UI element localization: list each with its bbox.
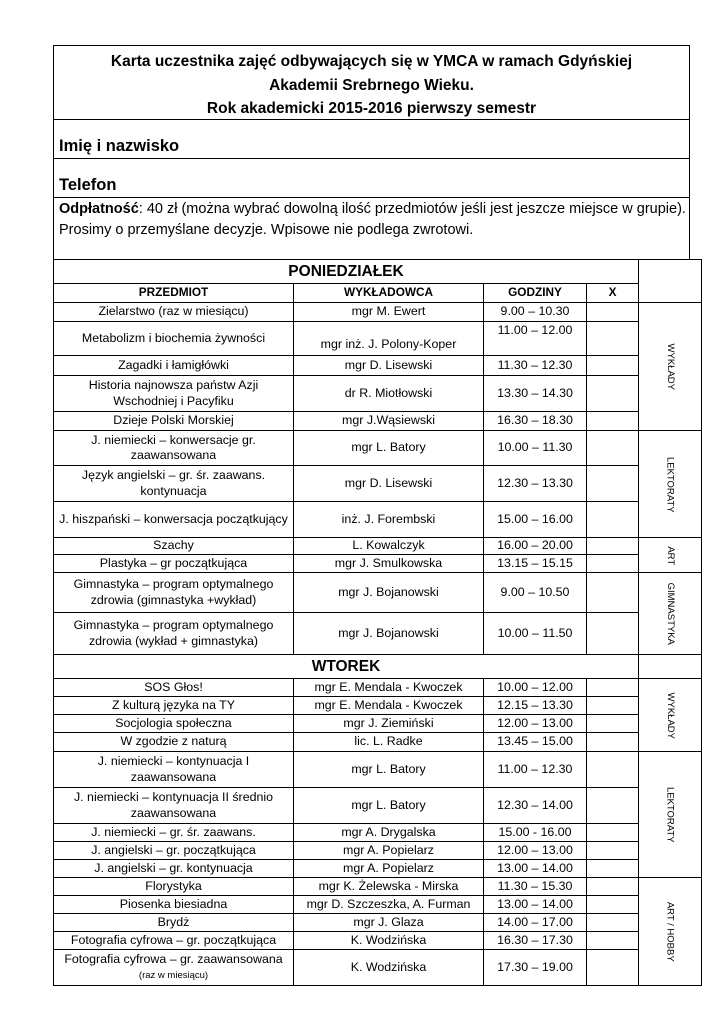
lecturer-cell: mgr E. Mendala - Kwoczek	[294, 679, 484, 697]
hours-cell: 11.30 – 12.30	[484, 356, 587, 376]
subject-cell: W zgodzie z naturą	[54, 733, 294, 752]
subject-cell: J. niemiecki – kontynuacja I zaawansowana	[54, 752, 294, 788]
select-checkbox[interactable]	[587, 538, 639, 555]
table-row	[54, 376, 702, 412]
hours-cell: 14.00 – 17.00	[484, 914, 587, 932]
select-checkbox[interactable]	[587, 613, 639, 655]
day-title-monday: PONIEDZIAŁEK	[54, 260, 639, 284]
table-row	[54, 824, 702, 842]
subject-cell: Język angielski – gr. śr. zaawans. kontynuacja	[54, 466, 294, 502]
subject-cell: Historia najnowsza państw Azji Wschodniej i Pacyfiku	[54, 376, 294, 412]
table-row	[54, 733, 702, 752]
table-row	[54, 322, 702, 356]
subject-cell: Gimnastyka – program optymalnego zdrowia (gimnastyka +wykład)	[54, 573, 294, 613]
subject-cell: SOS Głos!	[54, 679, 294, 697]
table-row	[54, 502, 702, 538]
side-blank	[639, 260, 702, 303]
select-checkbox[interactable]	[587, 733, 639, 752]
table-row	[54, 842, 702, 860]
lecturer-cell: mgr K. Żelewska - Mirska	[294, 878, 484, 896]
lecturer-cell: mgr J.Wąsiewski	[294, 412, 484, 431]
lecturer-cell: mgr D. Szczeszka, A. Furman	[294, 896, 484, 914]
subject-cell	[54, 950, 294, 986]
day-row-monday	[54, 260, 702, 284]
select-checkbox[interactable]	[587, 860, 639, 878]
category-lektoraty	[639, 752, 702, 878]
category-art-hobby	[639, 878, 702, 986]
title-line-2: Akademii Srebrnego Wieku.	[269, 76, 474, 94]
column-header-row	[54, 284, 702, 303]
hours-cell: 9.00 – 10.30	[484, 303, 587, 322]
subject-cell: J. niemiecki – konwersacje gr. zaawansowana	[54, 431, 294, 466]
subject-cell: Z kulturą języka na TY	[54, 697, 294, 715]
category-wyklady	[639, 679, 702, 752]
lecturer-cell: L. Kowalczyk	[294, 538, 484, 555]
hours-cell: 10.00 – 12.00	[484, 679, 587, 697]
schedule-table	[53, 259, 702, 986]
category-lektoraty	[639, 431, 702, 538]
lecturer-cell: mgr L. Batory	[294, 431, 484, 466]
col-lecturer: WYKŁADOWCA	[294, 284, 484, 303]
table-row	[54, 715, 702, 733]
hours-cell: 13.15 – 15.15	[484, 555, 587, 573]
subject-cell: J. niemiecki – kontynuacja II średnio zaawansowana	[54, 788, 294, 824]
lecturer-cell: mgr J. Bojanowski	[294, 613, 484, 655]
payment-info	[53, 197, 690, 260]
category-label: WYKŁADY	[664, 343, 676, 391]
subject-cell: Socjologia społeczna	[54, 715, 294, 733]
select-checkbox[interactable]	[587, 322, 639, 356]
hours-cell: 16.30 – 18.30	[484, 412, 587, 431]
lecturer-cell: mgr A. Popielarz	[294, 842, 484, 860]
select-checkbox[interactable]	[587, 752, 639, 788]
hours-cell: 9.00 – 10.50	[484, 573, 587, 613]
subject-cell: Metabolizm i biochemia żywności	[54, 322, 294, 356]
lecturer-cell: mgr inż. J. Polony-Koper	[294, 322, 484, 356]
category-label: ART / HOBBY	[664, 902, 676, 962]
table-row	[54, 356, 702, 376]
category-label: LEKTORATY	[664, 456, 676, 513]
table-row	[54, 431, 702, 466]
table-row	[54, 573, 702, 613]
table-row	[54, 679, 702, 697]
subject-cell: Florystyka	[54, 878, 294, 896]
side-blank	[639, 655, 702, 679]
category-gimnastyka	[639, 573, 702, 655]
hours-cell: 13.00 – 14.00	[484, 860, 587, 878]
select-checkbox[interactable]	[587, 878, 639, 896]
lecturer-cell: inż. J. Forembski	[294, 502, 484, 538]
col-mark: X	[587, 284, 639, 303]
subject-cell: Brydż	[54, 914, 294, 932]
lecturer-cell: mgr J. Smulkowska	[294, 555, 484, 573]
hours-cell: 12.00 – 13.00	[484, 715, 587, 733]
select-checkbox[interactable]	[587, 303, 639, 322]
lecturer-cell: lic. L. Radke	[294, 733, 484, 752]
select-checkbox[interactable]	[587, 932, 639, 950]
hours-cell: 12.15 – 13.30	[484, 697, 587, 715]
subject-cell: Zagadki i łamigłówki	[54, 356, 294, 376]
lecturer-cell: dr R. Miotłowski	[294, 376, 484, 412]
col-hours: GODZINY	[484, 284, 587, 303]
hours-cell: 11.00 – 12.30	[484, 752, 587, 788]
subject-cell: Dzieje Polski Morskiej	[54, 412, 294, 431]
category-label: ART	[664, 546, 676, 565]
select-checkbox[interactable]	[587, 824, 639, 842]
select-checkbox[interactable]	[587, 356, 639, 376]
hours-cell: 11.00 – 12.00	[484, 322, 587, 356]
table-row	[54, 412, 702, 431]
category-wyklady	[639, 303, 702, 431]
title-line-3: Rok akademicki 2015-2016 pierwszy semestr	[206, 100, 537, 117]
subject-cell: Piosenka biesiadna	[54, 896, 294, 914]
select-checkbox[interactable]	[587, 896, 639, 914]
select-checkbox[interactable]	[587, 502, 639, 538]
table-row	[54, 466, 702, 502]
phone-label: Telefon	[59, 176, 117, 194]
category-label: GIMNASTYKA	[664, 582, 676, 646]
select-checkbox[interactable]	[587, 412, 639, 431]
hours-cell: 11.30 – 15.30	[484, 878, 587, 896]
table-row	[54, 896, 702, 914]
hours-cell: 12.30 – 13.30	[484, 466, 587, 502]
col-subject: PRZEDMIOT	[54, 284, 294, 303]
lecturer-cell: mgr D. Lisewski	[294, 466, 484, 502]
lecturer-cell: mgr A. Drygalska	[294, 824, 484, 842]
lecturer-cell: mgr E. Mendala - Kwoczek	[294, 697, 484, 715]
hours-cell: 17.30 – 19.00	[484, 950, 587, 986]
select-checkbox[interactable]	[587, 679, 639, 697]
hours-cell: 10.00 – 11.30	[484, 431, 587, 466]
select-checkbox[interactable]	[587, 555, 639, 573]
table-row	[54, 613, 702, 655]
select-checkbox[interactable]	[587, 914, 639, 932]
table-row	[54, 950, 702, 986]
hours-cell: 15.00 - 16.00	[484, 824, 587, 842]
subject-cell: Plastyka – gr początkująca	[54, 555, 294, 573]
subject-note: (raz w miesiącu)	[138, 970, 209, 981]
select-checkbox[interactable]	[587, 715, 639, 733]
subject-cell: Szachy	[54, 538, 294, 555]
subject-cell: J. niemiecki – gr. śr. zaawans.	[54, 824, 294, 842]
hours-cell: 13.45 – 15.00	[484, 733, 587, 752]
table-row	[54, 914, 702, 932]
select-checkbox[interactable]	[587, 842, 639, 860]
hours-cell: 16.30 – 17.30	[484, 932, 587, 950]
table-row	[54, 860, 702, 878]
lecturer-cell: mgr L. Batory	[294, 788, 484, 824]
subject-cell: Fotografia cyfrowa – gr. początkująca	[54, 932, 294, 950]
lecturer-cell: mgr J. Glaza	[294, 914, 484, 932]
table-row	[54, 932, 702, 950]
category-art	[639, 538, 702, 573]
subject-cell: Zielarstwo (raz w miesiącu)	[54, 303, 294, 322]
hours-cell: 13.30 – 14.30	[484, 376, 587, 412]
hours-cell: 13.00 – 14.00	[484, 896, 587, 914]
lecturer-cell: mgr M. Ewert	[294, 303, 484, 322]
lecturer-cell: mgr A. Popielarz	[294, 860, 484, 878]
subject-cell: J. hiszpański – konwersacja początkujący	[54, 502, 294, 538]
lecturer-cell: mgr L. Batory	[294, 752, 484, 788]
hours-cell: 16.00 – 20.00	[484, 538, 587, 555]
category-label: WYKŁADY	[664, 692, 676, 739]
table-row	[54, 878, 702, 896]
table-row	[54, 538, 702, 555]
lecturer-cell: K. Wodzińska	[294, 950, 484, 986]
table-row	[54, 752, 702, 788]
hours-cell: 12.30 – 14.00	[484, 788, 587, 824]
select-checkbox[interactable]	[587, 950, 639, 986]
hours-cell: 12.00 – 13.00	[484, 842, 587, 860]
subject-cell: Gimnastyka – program optymalnego zdrowia (wykład + gimnastyka)	[54, 613, 294, 655]
payment-label: Odpłatność	[59, 201, 139, 217]
phone-field[interactable]	[53, 158, 690, 198]
hours-cell: 10.00 – 11.50	[484, 613, 587, 655]
payment-notice: Prosimy o przemyślane decyzje. Wpisowe nie podlega zwrotowi.	[59, 221, 474, 238]
document-title	[53, 45, 690, 120]
subject-cell: J. angielski – gr. początkująca	[54, 842, 294, 860]
select-checkbox[interactable]	[587, 788, 639, 824]
table-row	[54, 555, 702, 573]
day-row-tuesday	[54, 655, 702, 679]
hours-cell: 15.00 – 16.00	[484, 502, 587, 538]
select-checkbox[interactable]	[587, 573, 639, 613]
select-checkbox[interactable]	[587, 376, 639, 412]
name-label: Imię i nazwisko	[59, 137, 180, 155]
subject-cell: J. angielski – gr. kontynuacja	[54, 860, 294, 878]
payment-text: : 40 zł (można wybrać dowolną ilość przedmiotów jeśli jest jeszcze miejsce w grupie).	[138, 201, 686, 217]
lecturer-cell: mgr J. Bojanowski	[294, 573, 484, 613]
day-title-tuesday: WTOREK	[54, 655, 639, 679]
title-line-1: Karta uczestnika zajęć odbywających się w YMCA w ramach Gdyńskiej	[110, 53, 633, 70]
lecturer-cell: K. Wodzińska	[294, 932, 484, 950]
lecturer-cell: mgr D. Lisewski	[294, 356, 484, 376]
lecturer-cell: mgr J. Ziemiński	[294, 715, 484, 733]
name-field[interactable]	[53, 119, 690, 159]
table-row	[54, 788, 702, 824]
category-label: LEKTORATY	[664, 787, 676, 843]
table-row	[54, 697, 702, 715]
subject-text: Fotografia cyfrowa – gr. zaawansowana	[64, 951, 283, 966]
select-checkbox[interactable]	[587, 431, 639, 466]
select-checkbox[interactable]	[587, 697, 639, 715]
select-checkbox[interactable]	[587, 466, 639, 502]
table-row	[54, 303, 702, 322]
